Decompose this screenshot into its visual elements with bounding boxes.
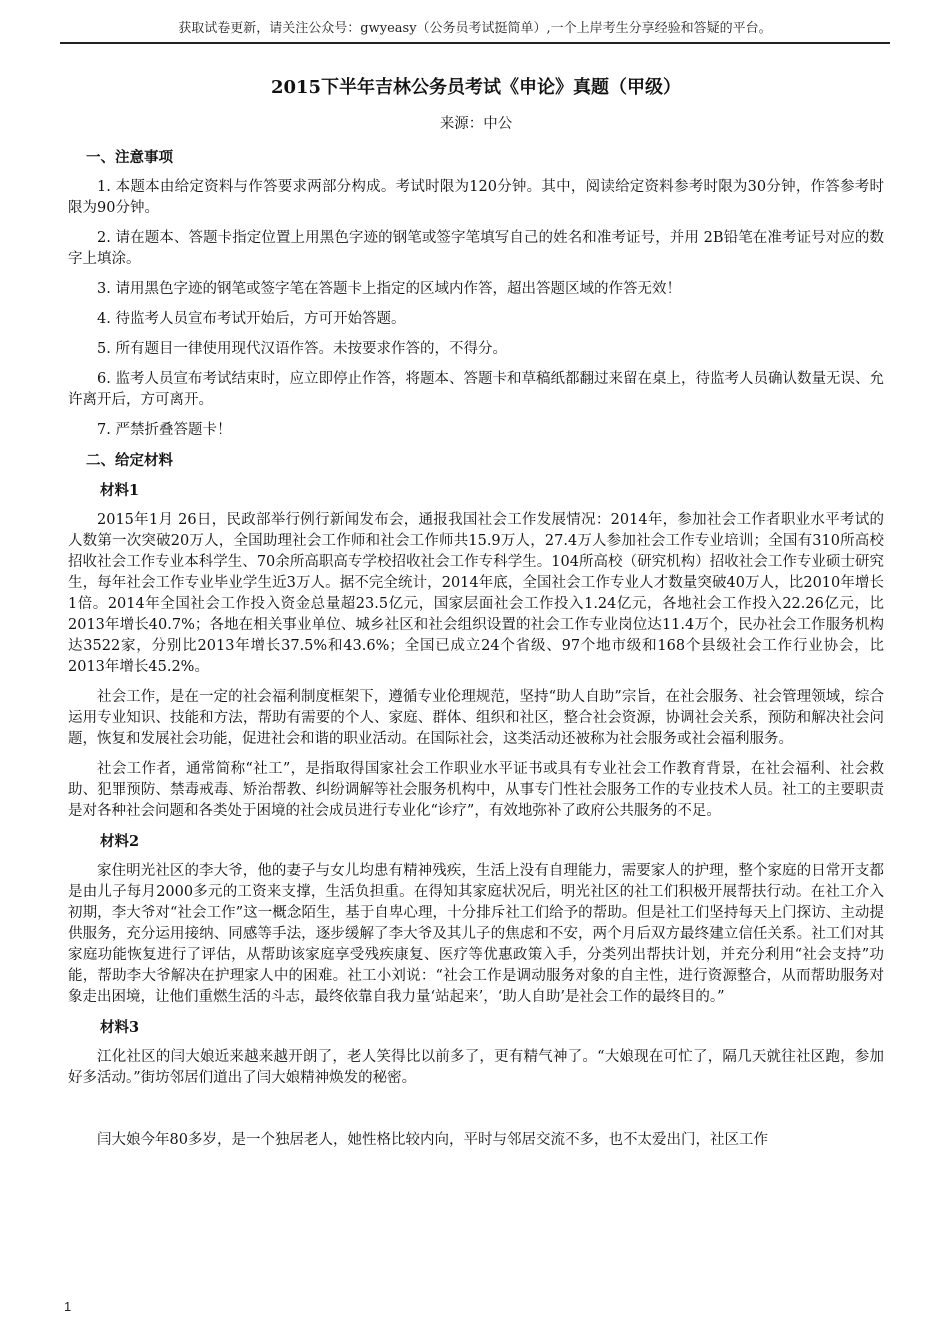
document-title: 2015下半年吉林公务员考试《申论》真题（甲级） [270,77,682,98]
material-1-title: 材料1 [100,482,140,499]
material-paragraph: 2015年1月 26日，民政部举行例行新闻发布会，通报我国社会工作发展情况：2014年，参加社会工作者职业水平考试的人数第一次突破20万人，全国助理社会工作师和社会工作师共15.9万人，27.4万人参加社会工作专业培训；全国有310所高校招收社会工作专业本科学生、70余所高职高专学校招收社会工作专科学生。104所高校（研究机构）招收社会工作专业硕士研究生，每年社会工作专业毕业学生近3万人。据不完全统计，2014年底，全国社会工作专业人才数量突破40万人，比2010年增长1倍。2014年全国社会工作投入资金总量超23.5亿元，国家层面社会工作投入1.24亿元，各地社会工作投入22.26亿元，比2013年增长40.7%；各地在相关事业单位、城乡社区和社会组织设置的社会工作专业岗位达11.4万个，民办社会工作服务机构达3522家，分别比2013年增长37.5%和43.6%；全国已成立24个省级、97个地市级和168个县级社会工作行业协会，比2013年增长45.2%。 [68,512,884,675]
material-paragraph: 闫大娘今年80多岁，是一个独居老人，她性格比较内向，平时与邻居交流不多，也不太爱出门，社区工作 [97,1132,768,1148]
header-divider [60,42,890,44]
material-paragraph: 社会工作者，通常简称“社工”，是指取得国家社会工作职业水平证书或具有专业社会工作教育背景，在社会福利、社会救助、犯罪预防、禁毒戒毒、矫治帮教、纠纷调解等社会服务机构中，从事专门性社会服务工作的专业技术人员。社工的主要职责是对各种社会问题和各类处于困境的社会成员进行专业化“诊疗”，有效地弥补了政府公共服务的不足。 [68,761,884,819]
page-number: 1 [64,1299,72,1314]
note-item: 4. 待监考人员宣布考试开始后，方可开始答题。 [97,311,406,327]
note-item: 7. 严禁折叠答题卡！ [97,422,232,438]
note-item: 3. 请用黑色字迹的钢笔或签字笔在答题卡上指定的区域内作答，超出答题区域的作答无效！ [97,281,681,297]
material-paragraph: 家住明光社区的李大爷，他的妻子与女儿均患有精神残疾，生活上没有自理能力，需要家人的护理，整个家庭的日常开支都是由儿子每月2000多元的工资来支撑，生活负担重。在得知其家庭状况后，明光社区的社工们积极开展帮扶行动。在社工介入初期，李大爷对“社会工作”这一概念陌生，基于自卑心理，十分排斥社工们给予的帮助。但是社工们坚持每天上门探访、主动提供服务，充分运用接纳、同感等手法，逐步缓解了李大爷及其儿子的焦虑和不安，两个月后双方最终建立信任关系。社工们对其家庭功能恢复进行了评估，从帮助该家庭享受残疾康复、医疗等优惠政策入手，分类列出帮扶计划，并充分利用“社会支持”功能，帮助李大爷解决在护理家人中的困难。社工小刘说：“社会工作是调动服务对象的自主性，进行资源整合，从而帮助服务对象走出困境，让他们重燃生活的斗志，最终依靠自我力量‘站起来’，‘助人自助’是社会工作的最终目的。” [68,863,884,1005]
note-item: 1. 本题本由给定资料与作答要求两部分构成。考试时限为120分钟。其中，阅读给定资料参考时限为30分钟，作答参考时限为90分钟。 [68,179,884,216]
material-paragraph: 社会工作，是在一定的社会福利制度框架下，遵循专业伦理规范，坚持“助人自助”宗旨，在社会服务、社会管理领域，综合运用专业知识、技能和方法，帮助有需要的个人、家庭、群体、组织和社区，整合社会资源，协调社会关系，预防和解决社会问题，恢复和发展社会功能，促进社会和谐的职业活动。在国际社会，这类活动还被称为社会服务或社会福利服务。 [68,689,884,747]
section-title-materials: 二、给定材料 [86,452,173,469]
note-item: 2. 请在题本、答题卡指定位置上用黑色字迹的钢笔或签字笔填写自己的姓名和准考证号，并用 2B铅笔在准考证号对应的数字上填涂。 [68,230,884,267]
paragraph-gap [68,1098,884,1130]
section-title-notes: 一、注意事项 [86,149,173,166]
header-note: 获取试卷更新，请关注公众号：gwyeasy（公务员考试挺简单）,一个上岸考生分享经验和答疑的平台。 [178,21,772,36]
note-item: 5. 所有题目一律使用现代汉语作答。未按要求作答的，不得分。 [97,341,507,357]
document-source: 来源：中公 [439,116,513,132]
material-paragraph: 江化社区的闫大娘近来越来越开朗了，老人笑得比以前多了，更有精气神了。“大娘现在可忙了，隔几天就往社区跑，参加好多活动。”街坊邻居们道出了闫大娘精神焕发的秘密。 [68,1049,884,1086]
material-2-title: 材料2 [100,833,140,850]
material-3-title: 材料3 [100,1019,140,1036]
note-item: 6. 监考人员宣布考试结束时，应立即停止作答，将题本、答题卡和草稿纸都翻过来留在桌上，待监考人员确认数量无误、允许离开后，方可离开。 [68,371,884,408]
document-body [68,76,884,1160]
